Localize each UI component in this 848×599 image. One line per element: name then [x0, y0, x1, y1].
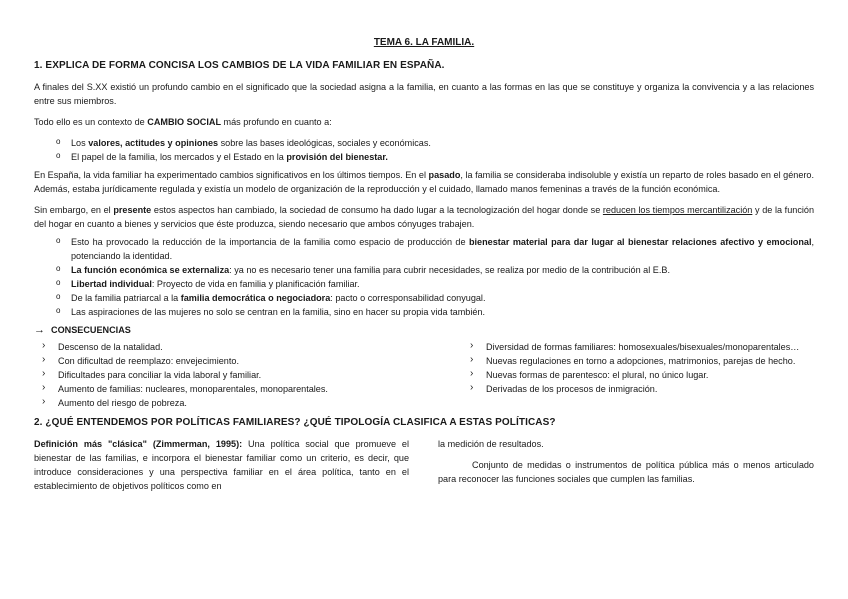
- list-item: › Dificultades para conciliar la vida laboral y familiar.: [34, 368, 434, 382]
- consequences-right-list: [462, 340, 814, 410]
- consequences-columns: [34, 340, 814, 410]
- list-item: o Esto ha provocado la reducción de la importancia de la familia como espacio de producción de bienestar material para dar lugar al bienestar relaciones afectivo y emocional, potenciando la identidad.: [34, 235, 814, 263]
- list-item: o De la familia patriarcal a la familia democrática o negociadora: pacto o corresponsabilidad conyugal.: [34, 291, 814, 305]
- list-item: o La función económica se externaliza: ya no es necesario tener una familia para cubrir necesidades, se realiza por medio de la contribución al E.B.: [34, 263, 814, 277]
- list-item: o Libertad individual: Proyecto de vida en familia y planificación familiar.: [34, 277, 814, 291]
- list-item: › Con dificultad de reemplazo: envejecimiento.: [34, 354, 434, 368]
- list-item: › Aumento del riesgo de pobreza.: [34, 396, 434, 410]
- arrow-right-icon: →: [34, 324, 45, 336]
- section1-present: Sin embargo, en el presente estos aspectos han cambiado, la sociedad de consumo ha dado lugar a la tecnologización del hogar donde se reducen los tiempos mercantilización y de la función del hogar en cuanto a bienes y servicios que éste produzca, siendo necesario que ambos cónyuges trabajen.: [34, 205, 815, 229]
- effects-list: [34, 235, 814, 319]
- document-page: [34, 36, 814, 493]
- section1-past: En España, la vida familiar ha experimentado cambios significativos en los últimos tiempos. En el pasado, la familia se consideraba indisoluble y existía un reparto de roles basado en el género. Además, estaba jurídicamente regulada y existía un modelo de organización de la reproducción y el cuidado, llamado manos femeninas a través de la función económica.: [34, 170, 814, 194]
- list-item: o Los valores, actitudes y opiniones sobre las bases ideológicas, sociales y económicas.: [34, 136, 814, 150]
- list-item: › Diversidad de formas familiares: homosexuales/bisexuales/monoparentales…: [462, 340, 814, 354]
- consequences-left-list: [34, 340, 434, 410]
- section1-heading: 1. EXPLICA DE FORMA CONCISA LOS CAMBIOS DE LA VIDA FAMILIAR EN ESPAÑA.: [34, 60, 445, 71]
- list-item: › Nuevas regulaciones en torno a adopciones, matrimonios, parejas de hecho.: [462, 354, 814, 368]
- list-item: › Descenso de la natalidad.: [34, 340, 434, 354]
- definition-continuation: la medición de resultados. Conjunto de medidas o instrumentos de política pública más o menos articulado para reconocer las funciones sociales que cumplen las familias.: [438, 439, 814, 484]
- list-item: › Aumento de familias: nucleares, monoparentales, monoparentales.: [34, 382, 434, 396]
- section1-context: Todo ello es un contexto de CAMBIO SOCIAL más profundo en cuanto a:: [34, 117, 332, 127]
- change-aspects-list: [34, 136, 814, 164]
- list-item: o Las aspiraciones de las mujeres no solo se centran en la familia, sino en hacer su propia vida también.: [34, 305, 814, 319]
- list-item: o El papel de la familia, los mercados y el Estado en la provisión del bienestar.: [34, 150, 814, 164]
- section1-intro: A finales del S.XX existió un profundo cambio en el significado que la sociedad asigna a la familia, en cuanto a las formas en las que se constituye y organiza la convivencia y a las relaciones entre sus miembros.: [34, 82, 814, 106]
- list-item: › Derivadas de los procesos de inmigración.: [462, 382, 814, 396]
- consequences-heading: → CONSECUENCIAS: [34, 324, 131, 336]
- section2-heading: 2. ¿QUÉ ENTENDEMOS POR POLÍTICAS FAMILIARES? ¿QUÉ TIPOLOGÍA CLASIFICA A ESTAS POLÍTICAS?: [34, 417, 556, 428]
- document-title: TEMA 6. LA FAMILIA.: [373, 37, 475, 48]
- policy-measures-paragraph: Conjunto de medidas o instrumentos de política pública más o menos articulado para reconocer las funciones sociales que cumplen las familias.: [438, 460, 814, 484]
- list-item: › Nuevas formas de parentesco: el plural, no único lugar.: [462, 368, 814, 382]
- section2-columns: [34, 437, 814, 493]
- definition-paragraph: Definición más "clásica" (Zimmerman, 1995): Una política social que promueve el bienestar de las familias, e incorpora el bienestar familiar como un criterio, es decir, que introduce consideraciones y una perspectiva familiar en el área política, tanto en el establecimiento de objetivos políticos como en: [34, 439, 410, 491]
